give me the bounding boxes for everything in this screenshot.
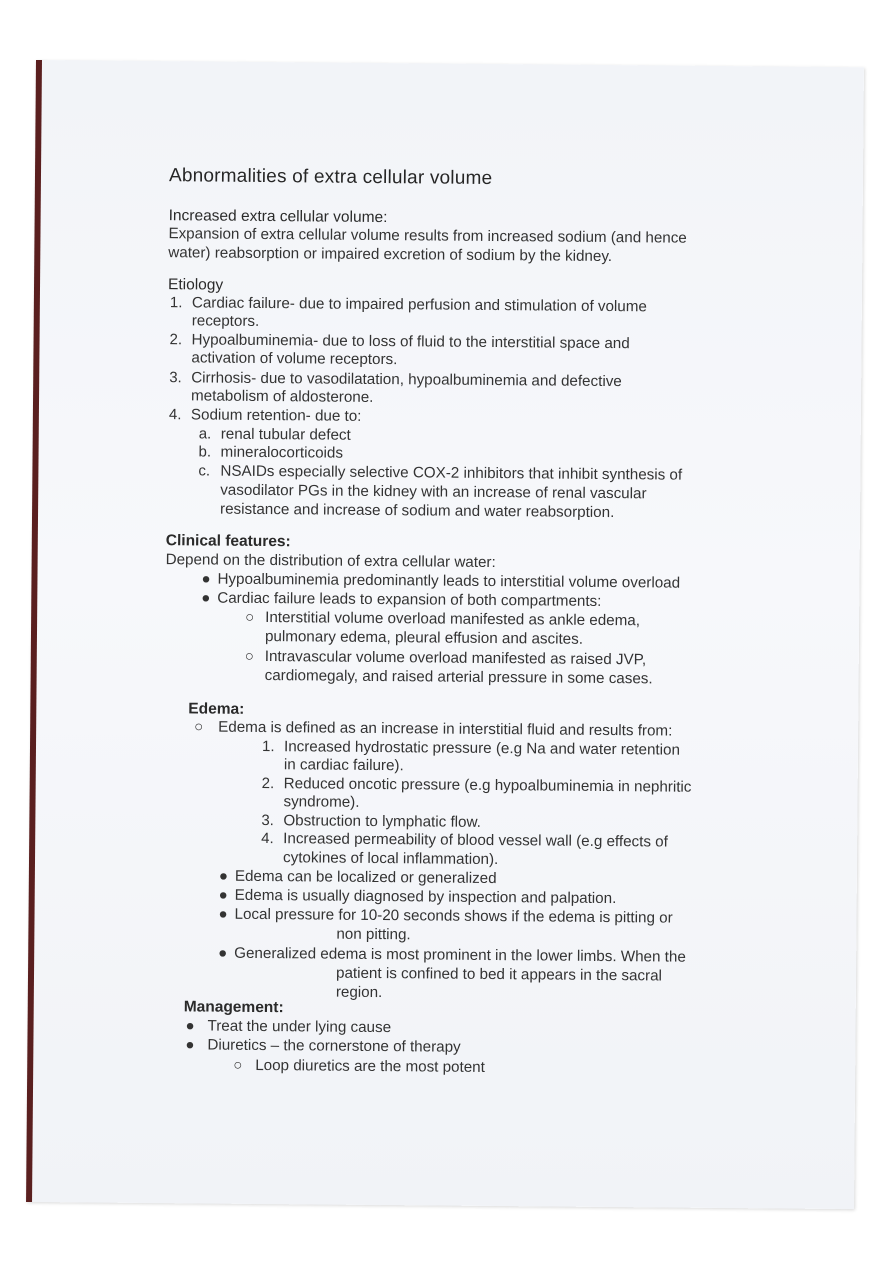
edema-bullet-line: Generalized edema is most prominent in the lower limbs. When the: [234, 944, 686, 966]
edema-cause-line: syndrome).: [283, 793, 360, 811]
management-bullet-line: Treat the under lying cause: [207, 1017, 392, 1037]
section-heading-increased: Increased extra cellular volume:: [168, 207, 388, 227]
list-number: 4.: [261, 829, 274, 848]
section-heading-edema: Edema:: [188, 700, 245, 718]
list-number: 2.: [169, 331, 183, 349]
bullet-icon: ●: [218, 867, 229, 885]
paragraph-line: water) reabsorption or impaired excretion of sodium by the kidney.: [168, 244, 613, 266]
edema-cause-line: cytokines of local inflammation).: [282, 849, 499, 869]
clinical-subitem-line: cardiomegaly, and raised arterial pressure in some cases.: [264, 667, 653, 688]
edema-cause-line: Obstruction to lymphatic flow.: [283, 812, 481, 831]
list-number: 1.: [261, 737, 275, 756]
clinical-subitem-line: Intravascular volume overload manifested as raised JVP,: [264, 648, 647, 669]
bullet-icon: ●: [218, 905, 228, 923]
list-number: 2.: [261, 774, 275, 793]
edema-bullet-line: patient is confined to bed it appears in the sacral: [335, 964, 663, 985]
etiology-item-line: activation of volume receptors.: [191, 349, 398, 369]
list-letter: b.: [198, 443, 212, 461]
clinical-subitem-line: Interstitial volume overload manifested as ankle edema,: [265, 609, 641, 630]
bullet-icon: ●: [218, 886, 228, 904]
list-letter: c.: [198, 462, 211, 480]
etiology-item-line: receptors.: [191, 312, 260, 330]
document-page: [26, 60, 864, 1209]
etiology-item-line: Sodium retention- due to:: [190, 406, 362, 425]
bullet-icon: ●: [218, 944, 228, 962]
etiology-subitem-line: mineralocorticoids: [220, 443, 344, 462]
edema-cause-line: Increased permeability of blood vessel wall (e.g effects of: [283, 830, 668, 851]
edema-bullet-line: Edema can be localized or generalized: [234, 867, 497, 888]
edema-definition: Edema is defined as an increase in interstitial fluid and results from:: [218, 718, 673, 740]
etiology-item-line: Hypoalbuminemia- due to loss of fluid to the interstitial space and: [191, 331, 630, 353]
paragraph-line: Depend on the distribution of extra cellular water:: [165, 551, 496, 572]
bullet-icon: ●: [201, 570, 211, 588]
etiology-subitem-line: resistance and increase of sodium and water reabsorption.: [220, 500, 615, 522]
circle-bullet-icon: ○: [233, 1056, 243, 1074]
management-subitem-line: Loop diuretics are the most potent: [255, 1056, 485, 1076]
clinical-bullet-line: Cardiac failure leads to expansion of both compartments:: [217, 589, 602, 610]
circle-bullet-icon: ○: [244, 647, 254, 665]
edema-cause-line: Reduced oncotic pressure (e.g hypoalbuminemia in nephritic: [283, 775, 692, 796]
list-number: 3.: [169, 369, 182, 387]
bullet-icon: ●: [185, 1017, 195, 1035]
etiology-subitem-line: renal tubular defect: [220, 425, 351, 444]
list-number: 4.: [168, 406, 182, 424]
edema-bullet-line: Edema is usually diagnosed by inspection and palpation.: [234, 886, 617, 908]
list-number: 3.: [261, 811, 274, 830]
edema-bullet-line: non pitting.: [336, 925, 411, 944]
etiology-item-line: Cardiac failure- due to impaired perfusion and stimulation of volume: [191, 294, 647, 316]
edema-cause-line: Increased hydrostatic pressure (e.g Na and water retention: [283, 738, 681, 759]
bullet-icon: ●: [201, 589, 211, 607]
etiology-subitem-line: vasodilator PGs in the kidney with an increase of renal vascular: [220, 481, 647, 503]
edema-cause-line: in cardiac failure).: [283, 756, 404, 775]
list-letter: a.: [198, 425, 212, 443]
section-heading-etiology: Etiology: [167, 276, 224, 294]
section-heading-clinical: Clinical features:: [165, 532, 291, 551]
edema-bullet-line: region.: [335, 983, 383, 1002]
clinical-bullet-line: Hypoalbuminemia predominantly leads to interstitial volume overload: [217, 570, 681, 592]
etiology-subitem-line: NSAIDs especially selective COX-2 inhibitors that inhibit synthesis of: [220, 462, 683, 484]
paragraph-line: Expansion of extra cellular volume results from increased sodium (and hence: [168, 225, 687, 247]
etiology-item-line: metabolism of aldosterone.: [191, 387, 374, 406]
management-bullet-line: Diuretics – the cornerstone of therapy: [207, 1036, 461, 1056]
etiology-item-line: Cirrhosis- due to vasodilatation, hypoalbuminemia and defective: [191, 369, 622, 391]
list-number: 1.: [169, 294, 183, 312]
edema-bullet-line: Local pressure for 10-20 seconds shows if the edema is pitting or: [234, 905, 673, 927]
circle-bullet-icon: ○: [194, 718, 204, 736]
clinical-subitem-line: pulmonary edema, pleural effusion and ascites.: [264, 628, 584, 648]
section-heading-management: Management:: [183, 998, 284, 1017]
document-title: Abnormalities of extra cellular volume: [168, 165, 493, 189]
bullet-icon: ●: [185, 1036, 195, 1054]
circle-bullet-icon: ○: [245, 608, 255, 626]
